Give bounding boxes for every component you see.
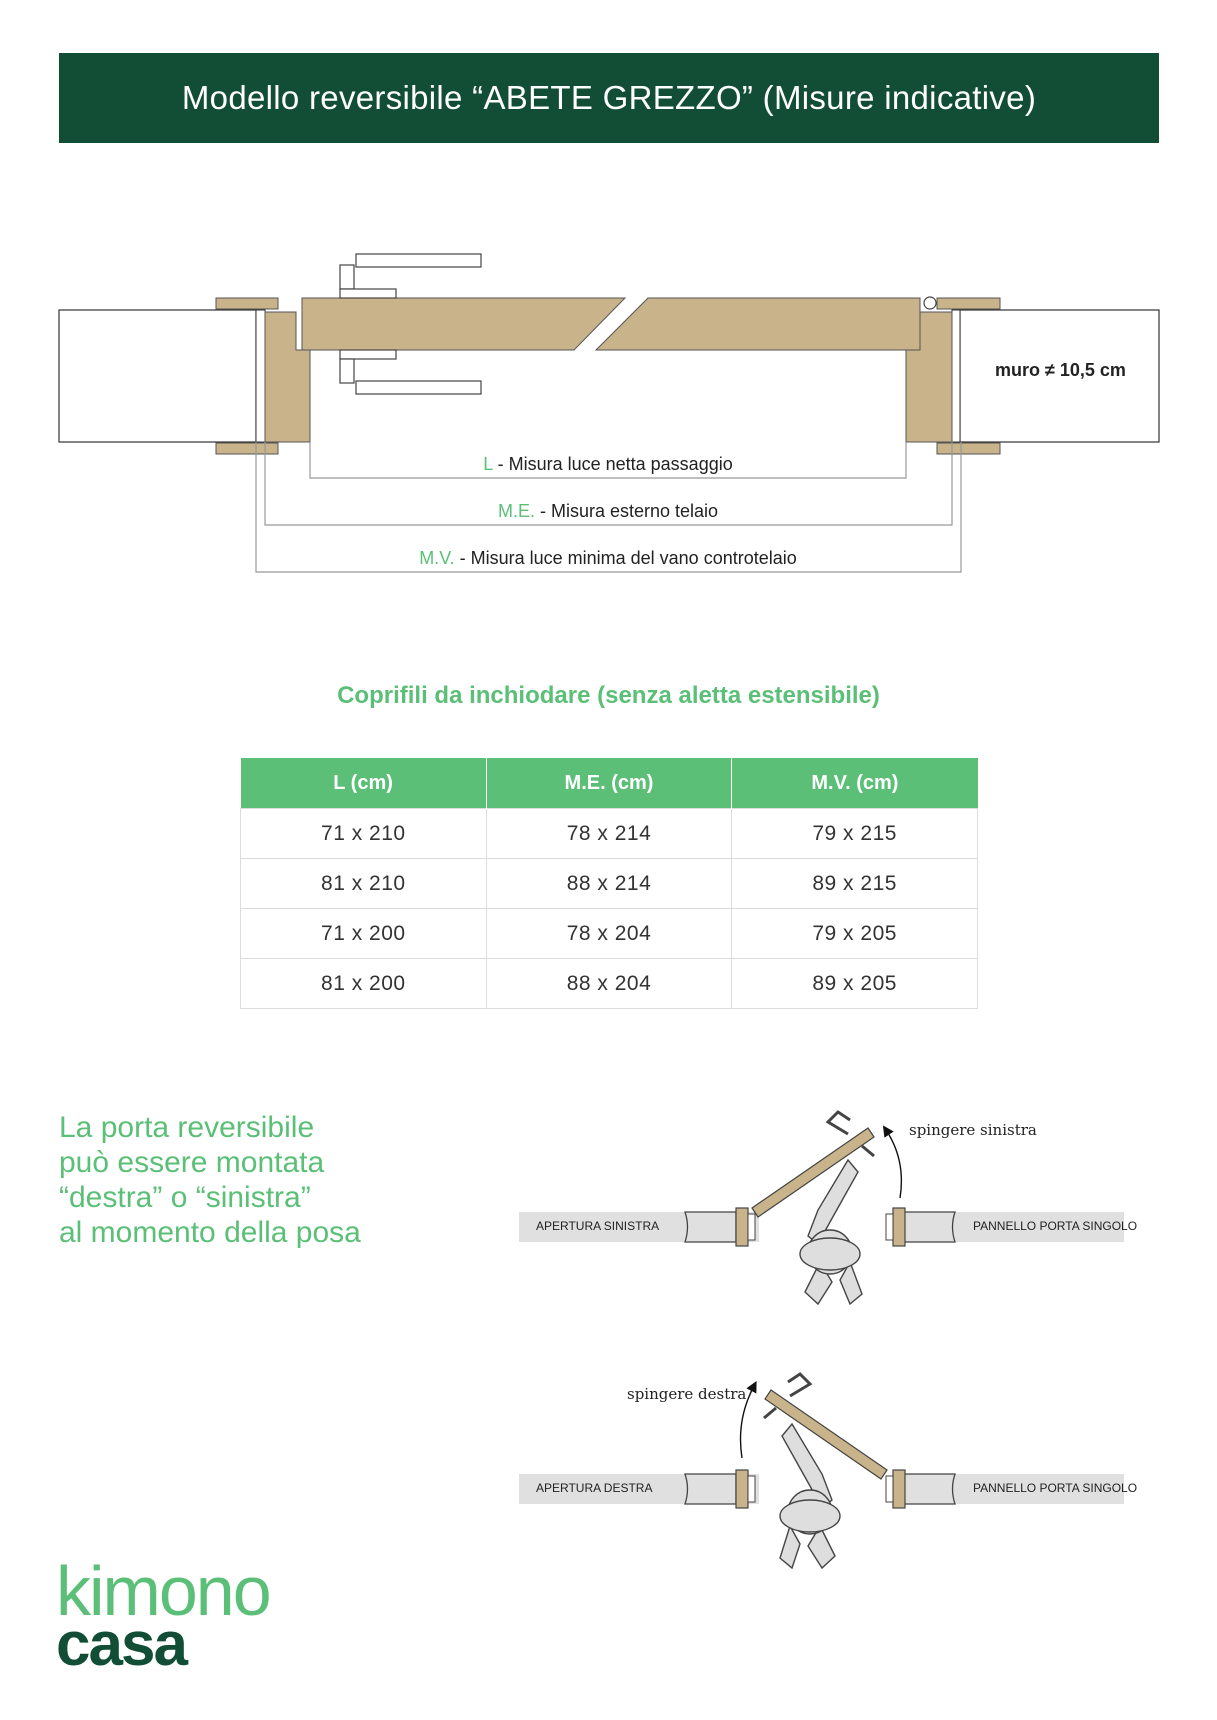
dimension-text: - Misura luce netta passaggio <box>492 454 733 474</box>
person-icon <box>780 1424 840 1568</box>
table-cell: 89 x 215 <box>732 859 978 909</box>
table-cell: 88 x 214 <box>486 859 732 909</box>
table-cell: 81 x 200 <box>241 959 487 1009</box>
dimension-abbr: M.E. <box>497 501 535 521</box>
table-cell: 88 x 204 <box>486 959 732 1009</box>
reversible-line: “destra” o “sinistra” <box>59 1181 311 1214</box>
table-header: M.V. (cm) <box>732 758 978 809</box>
section-title: Coprifili da inchiodare (senza aletta estensibile) <box>337 682 880 709</box>
wall-end-left <box>685 1212 736 1242</box>
table-cell: 78 x 204 <box>486 909 732 959</box>
table-header: M.E. (cm) <box>486 758 732 809</box>
push-right-label: spingere destra <box>627 1385 747 1403</box>
frame-right <box>893 1470 905 1508</box>
frame-left-edge <box>748 1214 755 1240</box>
table-cell: 79 x 205 <box>732 909 978 959</box>
logo-line-casa: casa <box>56 1610 186 1679</box>
reversible-line: La porta reversibile <box>59 1111 315 1144</box>
dimension-text: - Misura esterno telaio <box>534 501 719 521</box>
table-cell: 81 x 210 <box>241 859 487 909</box>
frame-right <box>893 1208 905 1246</box>
table-cell: 78 x 214 <box>486 809 732 859</box>
frame-right-edge <box>886 1476 893 1502</box>
table-cell: 71 x 200 <box>241 909 487 959</box>
table-cell: 71 x 210 <box>241 809 487 859</box>
frame-left <box>736 1208 748 1246</box>
table-cell: 89 x 205 <box>732 959 978 1009</box>
opening-right-label: APERTURA DESTRA <box>536 1481 653 1495</box>
frame-left-edge <box>748 1476 755 1502</box>
reversible-line: al momento della posa <box>59 1216 361 1249</box>
kimono-casa-logo <box>56 1552 270 1679</box>
table-header: L (cm) <box>241 758 487 809</box>
wall-end-left <box>685 1474 736 1504</box>
frame-right-edge <box>886 1214 893 1240</box>
dimension-abbr: L <box>483 454 493 474</box>
push-left-label: spingere sinistra <box>909 1121 1037 1139</box>
logo-line-kimono: kimono <box>56 1552 270 1630</box>
table-cell: 79 x 215 <box>732 809 978 859</box>
reversible-line: può essere montata <box>59 1146 325 1179</box>
dimension-text: - Misura luce minima del vano controtelaio <box>454 548 797 568</box>
wall-thickness-label: muro ≠ 10,5 cm <box>995 360 1126 380</box>
push-arrow-icon <box>886 1130 901 1198</box>
dimension-abbr: M.V. <box>419 548 455 568</box>
opening-left-panel-label: PANNELLO PORTA SINGOLO <box>973 1219 1138 1233</box>
page-title: Modello reversibile “ABETE GREZZO” (Misure indicative) <box>181 79 1037 116</box>
opening-sinistra-illustration <box>519 1112 1124 1304</box>
wall-end-right <box>900 1474 955 1504</box>
opening-left-label: APERTURA SINISTRA <box>536 1219 660 1233</box>
frame-left <box>736 1470 748 1508</box>
opening-right-panel-label: PANNELLO PORTA SINGOLO <box>973 1481 1138 1495</box>
wall-end-right <box>900 1212 955 1242</box>
opening-destra-illustration <box>519 1374 1124 1568</box>
